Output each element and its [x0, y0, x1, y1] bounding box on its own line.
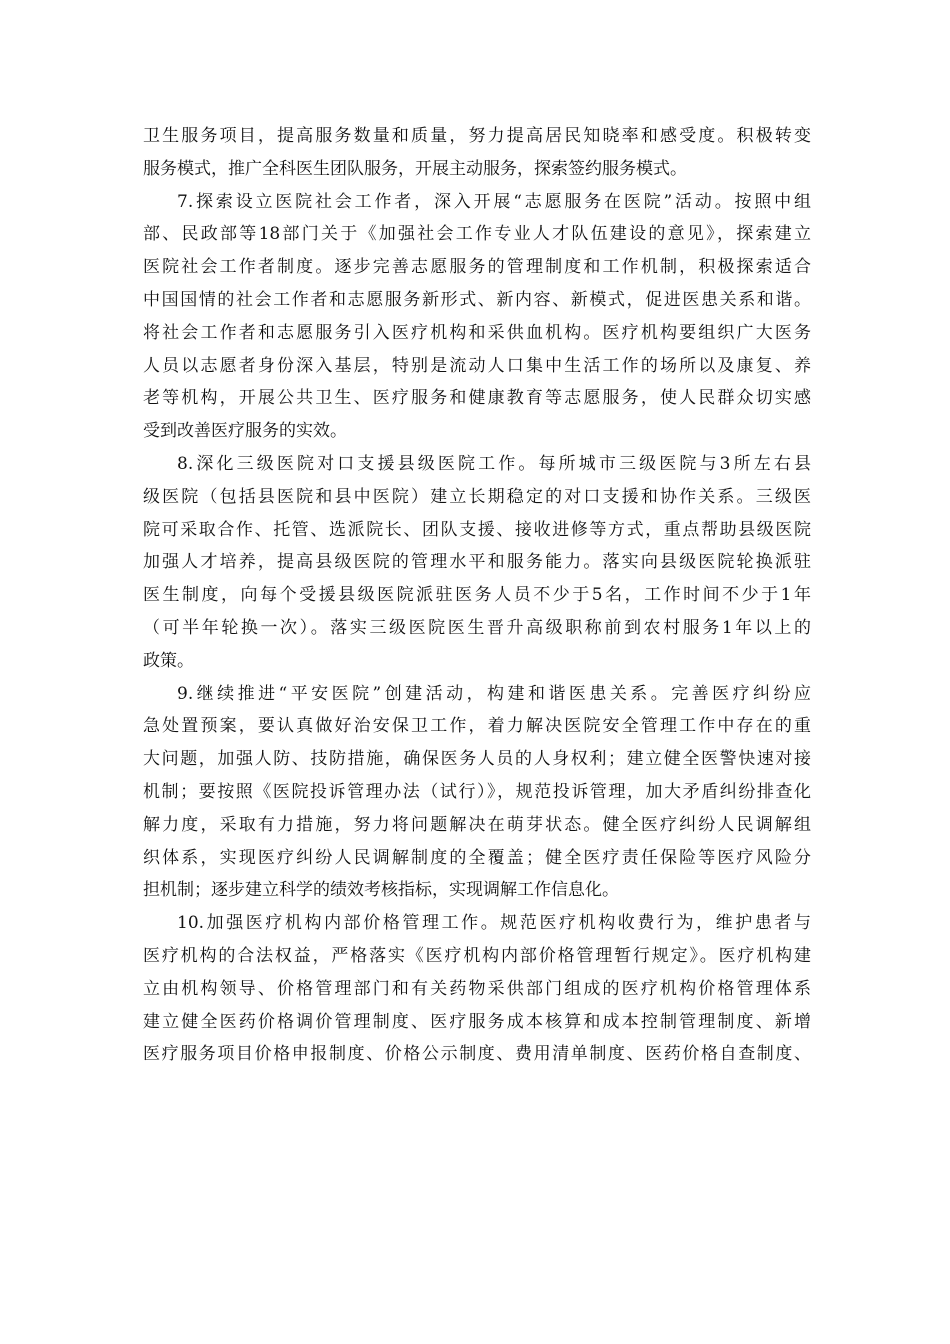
- text-line: （可半年轮换一次）。落实三级医院医生晋升高级职称前到农村服务1年以上的: [143, 617, 811, 638]
- text-line: 建立健全医药价格调价管理制度、医疗服务成本核算和成本控制管理制度、新增: [143, 1011, 811, 1032]
- text-line: 服务模式，推广全科医生团队服务，开展主动服务，探索签约服务模式。: [143, 158, 687, 179]
- text-line: 部、民政部等18部门关于《加强社会工作专业人才队伍建设的意见》，探索建立: [143, 224, 811, 245]
- text-line: 中国国情的社会工作者和志愿服务新形式、新内容、新模式，促进医患关系和谐。: [143, 289, 811, 310]
- text-line: 受到改善医疗服务的实效。: [143, 421, 347, 442]
- text-line: 10.加强医疗机构内部价格管理工作。规范医疗机构收费行为，维护患者与: [177, 913, 811, 934]
- text-line: 机制；要按照《医院投诉管理办法（试行）》，规范投诉管理，加大矛盾纠纷排查化: [143, 781, 811, 802]
- text-line: 卫生服务项目，提高服务数量和质量，努力提高居民知晓率和感受度。积极转变: [143, 126, 811, 146]
- text-line: 医院社会工作者制度。逐步完善志愿服务的管理制度和工作机制，积极探索适合: [143, 257, 811, 278]
- text-line: 医疗机构的合法权益，严格落实《医疗机构内部价格管理暂行规定》。医疗机构建: [143, 945, 811, 966]
- text-line: 级医院（包括县医院和县中医院）建立长期稳定的对口支援和协作关系。三级医: [143, 486, 811, 507]
- text-line: 9.继续推进“平安医院”创建活动，构建和谐医患关系。完善医疗纠纷应: [177, 683, 811, 704]
- text-line: 加强人才培养，提高县级医院的管理水平和服务能力。落实向县级医院轮换派驻: [143, 552, 811, 573]
- text-line: 医疗服务项目价格申报制度、价格公示制度、费用清单制度、医药价格自查制度、: [143, 1044, 811, 1065]
- text-line: 织体系，实现医疗纠纷人民调解制度的全覆盖；健全医疗责任保险等医疗风险分: [143, 847, 811, 868]
- text-line: 医生制度，向每个受援县级医院派驻医务人员不少于5名，工作时间不少于1年: [143, 585, 811, 606]
- text-line: 解力度，采取有力措施，努力将问题解决在萌芽状态。健全医疗纠纷人民调解组: [143, 814, 811, 835]
- text-line: 立由机构领导、价格管理部门和有关药物采供部门组成的医疗机构价格管理体系: [143, 978, 811, 999]
- text-line: 将社会工作者和志愿服务引入医疗机构和采供血机构。医疗机构要组织广大医务: [143, 322, 811, 343]
- text-line: 7.探索设立医院社会工作者，深入开展“志愿服务在医院”活动。按照中组: [177, 191, 811, 212]
- document-body: [143, 120, 811, 1071]
- text-line: 院可采取合作、托管、选派院长、团队支援、接收进修等方式，重点帮助县级医院: [143, 519, 811, 540]
- text-line: 8.深化三级医院对口支援县级医院工作。每所城市三级医院与3所左右县: [177, 453, 811, 474]
- text-line: 老等机构，开展公共卫生、医疗服务和健康教育等志愿服务，使人民群众切实感: [143, 388, 811, 409]
- text-line: 大问题，加强人防、技防措施，确保医务人员的人身权利；建立健全医警快速对接: [143, 749, 811, 770]
- text-line: 担机制；逐步建立科学的绩效考核指标，实现调解工作信息化。: [143, 880, 619, 901]
- text-line: 急处置预案，要认真做好治安保卫工作，着力解决医院安全管理工作中存在的重: [143, 716, 811, 737]
- text-line: 人员以志愿者身份深入基层，特别是流动人口集中生活工作的场所以及康复、养: [143, 355, 811, 376]
- text-line: 政策。: [143, 650, 194, 671]
